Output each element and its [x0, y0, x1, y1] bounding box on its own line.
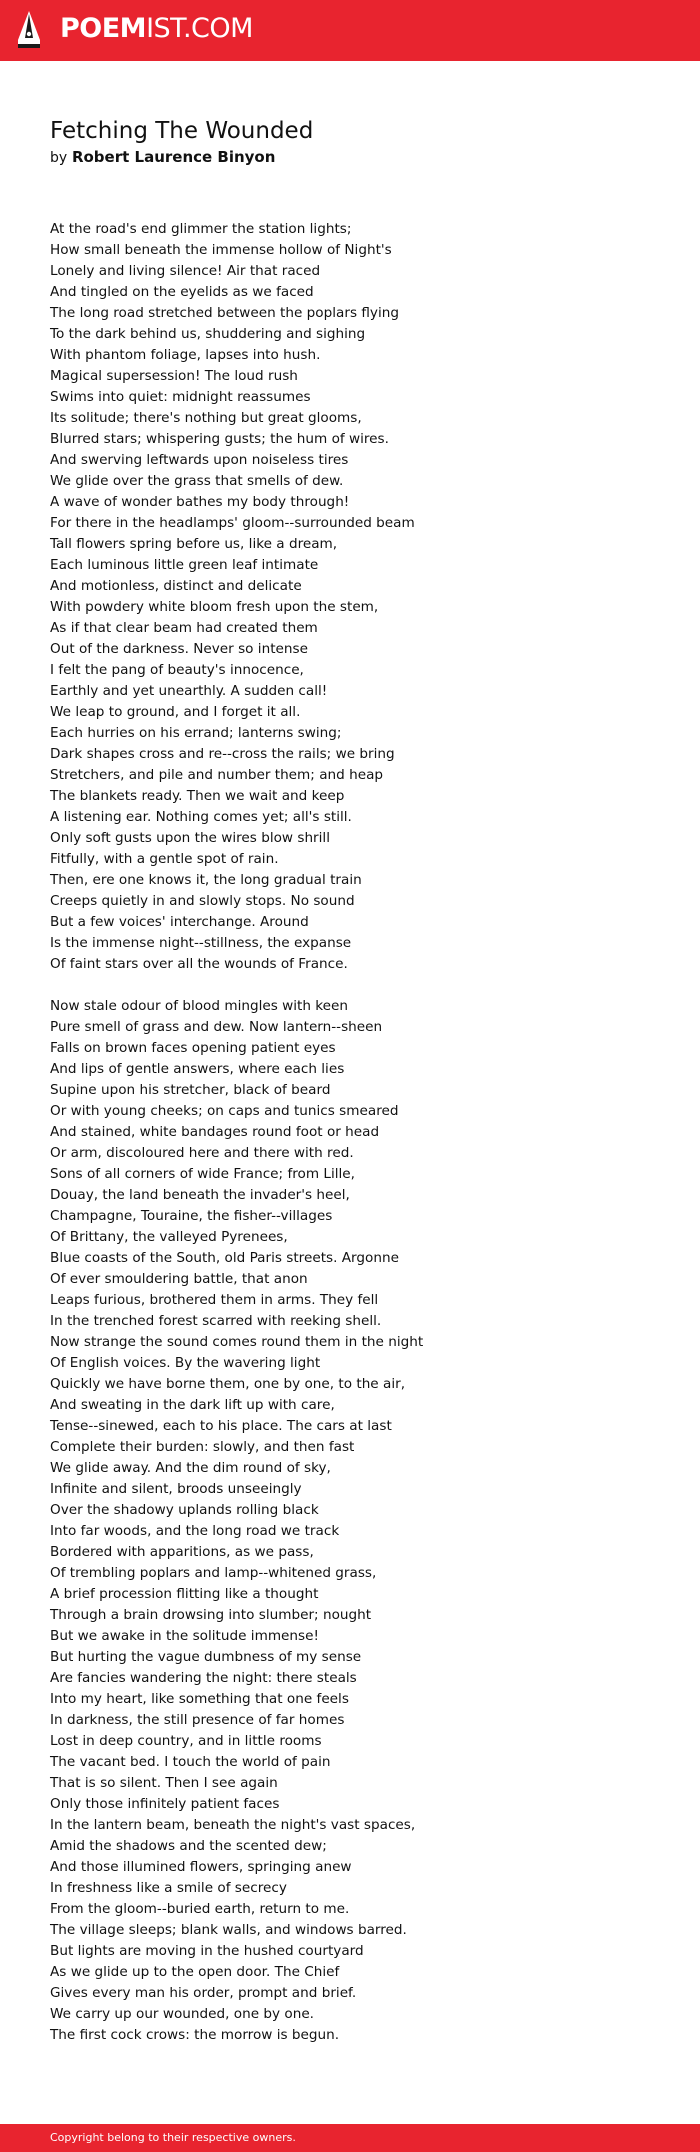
poem-line: With phantom foliage, lapses into hush. [50, 347, 321, 363]
poem-line: Infinite and silent, broods unseeingly [50, 1481, 302, 1497]
poem-line: The blankets ready. Then we wait and keep [50, 788, 345, 804]
poem-line: Swims into quiet: midnight reassumes [50, 389, 311, 405]
poem-line: Out of the darkness. Never so intense [50, 641, 308, 657]
poem-line: Now stale odour of blood mingles with keen [50, 998, 349, 1014]
poem-line: Earthly and yet unearthly. A sudden call! [50, 683, 328, 699]
poem-line: Of trembling poplars and lamp--whitened grass, [50, 1565, 377, 1581]
poem-line: Gives every man his order, prompt and brief. [50, 1985, 357, 2001]
poem-line: Stretchers, and pile and number them; and heap [50, 767, 384, 783]
poem-line: Lonely and living silence! Air that raced [50, 263, 321, 279]
poem-line: But hurting the vague dumbness of my sense [50, 1649, 362, 1665]
poem-line: As we glide up to the open door. The Chief [50, 1964, 340, 1980]
poem-line: Dark shapes cross and re--cross the rails; we bring [50, 746, 395, 762]
poem-line: As if that clear beam had created them [50, 620, 318, 636]
poem-line: Amid the shadows and the scented dew; [50, 1838, 327, 1854]
poem-line: Creeps quietly in and slowly stops. No sound [50, 893, 355, 909]
poem-line: And those illumined flowers, springing anew [50, 1859, 352, 1875]
poem-line: We glide over the grass that smells of dew. [50, 473, 344, 489]
copyright-notice: Copyright belong to their respective owners. [50, 2131, 296, 2144]
poem-line: Into my heart, like something that one feels [50, 1691, 349, 1707]
logo-bold-text: POEM [60, 13, 147, 44]
poem-stanza [50, 219, 650, 975]
poem-line: The village sleeps; blank walls, and windows barred. [50, 1922, 407, 1938]
poem-title: Fetching The Wounded [50, 118, 314, 144]
poem-line: In darkness, the still presence of far homes [50, 1712, 345, 1728]
poem-line: And stained, white bandages round foot or head [50, 1124, 380, 1140]
poem-line: But a few voices' interchange. Around [50, 914, 309, 930]
poem-line: The vacant bed. I touch the world of pain [50, 1754, 331, 1770]
poem-line: We carry up our wounded, one by one. [50, 2006, 315, 2022]
poem-line: But we awake in the solitude immense! [50, 1628, 319, 1644]
poem-line: Of ever smouldering battle, that anon [50, 1271, 308, 1287]
poem-line: We leap to ground, and I forget it all. [50, 704, 301, 720]
poem-line: In freshness like a smile of secrecy [50, 1880, 287, 1896]
poem-line: Tall flowers spring before us, like a dream, [50, 536, 338, 552]
poem-line: Or with young cheeks; on caps and tunics smeared [50, 1103, 399, 1119]
poem-line: Its solitude; there's nothing but great glooms, [50, 410, 362, 426]
poem-line: The long road stretched between the poplars flying [50, 305, 399, 321]
poem-line: Champagne, Touraine, the fisher--villages [50, 1208, 333, 1224]
poem-line: How small beneath the immense hollow of Night's [50, 242, 392, 258]
poem-line: At the road's end glimmer the station lights; [50, 221, 352, 237]
poem-line: Each hurries on his errand; lanterns swing; [50, 725, 342, 741]
poem-line: We glide away. And the dim round of sky, [50, 1460, 331, 1476]
poem-line: Of English voices. By the wavering light [50, 1355, 321, 1371]
poem-line: To the dark behind us, shuddering and sighing [50, 326, 366, 342]
site-footer [0, 2124, 700, 2152]
poem-line: Pure smell of grass and dew. Now lantern--sheen [50, 1019, 383, 1035]
poem-line: Of faint stars over all the wounds of France. [50, 956, 348, 972]
poem-line: Over the shadowy uplands rolling black [50, 1502, 319, 1518]
poem-line: Each luminous little green leaf intimate [50, 557, 319, 573]
site-header [0, 0, 700, 61]
poem-line: That is so silent. Then I see again [50, 1775, 278, 1791]
poem-line: Only soft gusts upon the wires blow shrill [50, 830, 330, 846]
poem-line: Complete their burden: slowly, and then fast [50, 1439, 355, 1455]
poem-line: From the gloom--buried earth, return to me. [50, 1901, 350, 1917]
poem-line: Through a brain drowsing into slumber; nought [50, 1607, 372, 1623]
poem-byline [50, 147, 275, 168]
poem-line: Douay, the land beneath the invader's heel, [50, 1187, 350, 1203]
poem-line: And lips of gentle answers, where each lies [50, 1061, 345, 1077]
poem-line: Now strange the sound comes round them in the night [50, 1334, 424, 1350]
poem-line: Magical supersession! The loud rush [50, 368, 298, 384]
poem-line: In the trenched forest scarred with reeking shell. [50, 1313, 382, 1329]
poem-line: Blue coasts of the South, old Paris streets. Argonne [50, 1250, 399, 1266]
poem-line: A brief procession flitting like a thought [50, 1586, 319, 1602]
poem-line: Supine upon his stretcher, black of beard [50, 1082, 331, 1098]
pen-nib-icon[interactable] [16, 10, 42, 50]
poem-line: Into far woods, and the long road we track [50, 1523, 340, 1539]
poem-line: Or arm, discoloured here and there with red. [50, 1145, 354, 1161]
poem-line: And motionless, distinct and delicate [50, 578, 302, 594]
author-name[interactable]: Robert Laurence Binyon [71, 148, 276, 166]
poem-line: I felt the pang of beauty's innocence, [50, 662, 304, 678]
poem-line: Bordered with apparitions, as we pass, [50, 1544, 314, 1560]
by-label: by [50, 150, 68, 166]
poem-stanza [50, 996, 650, 2046]
poem-body [50, 219, 650, 2067]
poem-line: Only those infinitely patient faces [50, 1796, 280, 1812]
poem-line: Lost in deep country, and in little rooms [50, 1733, 322, 1749]
poem-line: Blurred stars; whispering gusts; the hum of wires. [50, 431, 389, 447]
poem-line: Then, ere one knows it, the long gradual train [50, 872, 362, 888]
poem-line: For there in the headlamps' gloom--surrounded beam [50, 515, 415, 531]
poem-line: And sweating in the dark lift up with care, [50, 1397, 335, 1413]
poem-line: A listening ear. Nothing comes yet; all's still. [50, 809, 352, 825]
poem-line: Tense--sinewed, each to his place. The cars at last [50, 1418, 392, 1434]
poem-line: Of Brittany, the valleyed Pyrenees, [50, 1229, 288, 1245]
poem-line: In the lantern beam, beneath the night's vast spaces, [50, 1817, 416, 1833]
poem-line: And swerving leftwards upon noiseless tires [50, 452, 349, 468]
poem-line: Leaps furious, brothered them in arms. They fell [50, 1292, 379, 1308]
poem-line: Sons of all corners of wide France; from Lille, [50, 1166, 355, 1182]
poem-line: Are fancies wandering the night: there steals [50, 1670, 357, 1686]
poem-line: Falls on brown faces opening patient eyes [50, 1040, 336, 1056]
poem-line: Fitfully, with a gentle spot of rain. [50, 851, 279, 867]
poem-line: And tingled on the eyelids as we faced [50, 284, 314, 300]
site-logo[interactable] [60, 12, 253, 46]
poem-line: With powdery white bloom fresh upon the stem, [50, 599, 379, 615]
poem-line: Quickly we have borne them, one by one, to the air, [50, 1376, 406, 1392]
poem-line: A wave of wonder bathes my body through! [50, 494, 350, 510]
poem-line: Is the immense night--stillness, the expanse [50, 935, 352, 951]
poem-line: The first cock crows: the morrow is begun. [50, 2027, 340, 2043]
logo-light-text: IST.COM [146, 13, 253, 44]
poem-line: But lights are moving in the hushed courtyard [50, 1943, 364, 1959]
